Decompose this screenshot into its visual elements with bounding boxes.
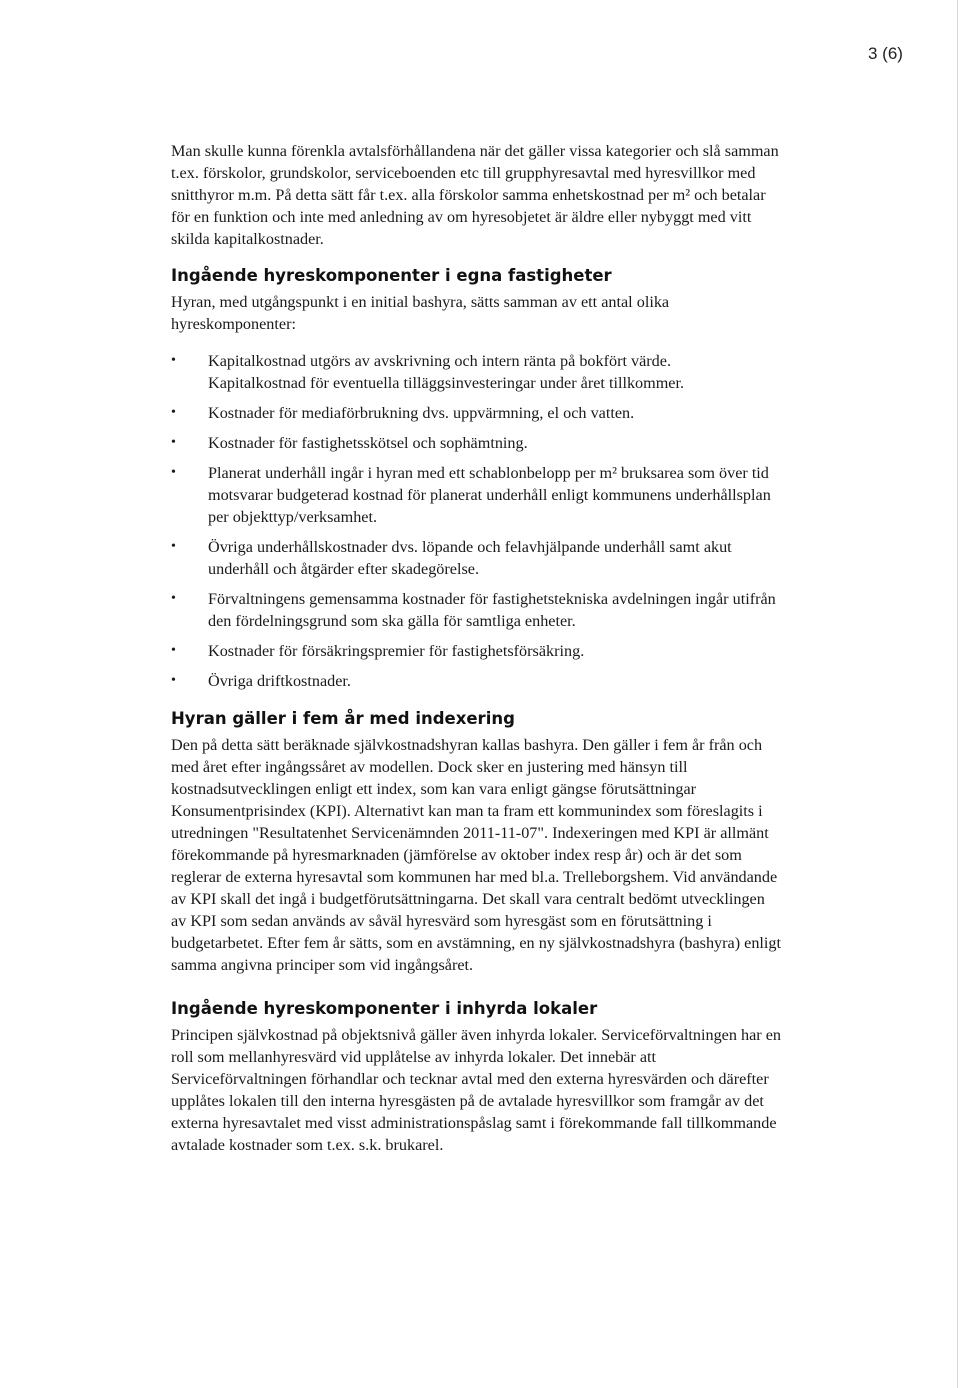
section-heading-indexation: Hyran gäller i fem år med indexering [171,709,515,728]
list-item-text: Kapitalkostnad utgörs av avskrivning och intern ränta på bokfört värde. [208,352,672,370]
list-item-text: Övriga underhållskostnader dvs. löpande och felavhjälpande underhåll samt akut underhåll och åtgärder efter skadegörelse. [208,538,732,578]
rent-components-list [171,350,781,692]
bullet-icon: • [171,353,176,368]
list-item [171,588,781,632]
bullet-icon: • [171,539,176,554]
section-heading-leased-premises: Ingående hyreskomponenter i inhyrda lokaler [171,999,598,1018]
page-edge-line [957,0,958,1388]
list-item-text: Kostnader för fastighetsskötsel och sophämtning. [208,434,528,452]
list-item-text: Kapitalkostnad för eventuella tilläggsinvesteringar under året tillkommer. [208,374,685,392]
list-item-text: Kostnader för mediaförbrukning dvs. uppvärmning, el och vatten. [208,404,635,422]
intro-paragraph: Man skulle kunna förenkla avtalsförhållandena när det gäller vissa kategorier och slå samman t.ex. förskolor, grundskolor, serviceboenden etc till grupphyresavtal med hyresvillkor med snitthyror m.m. På detta sätt får t.ex. alla förskolor samma enhetskostnad per m² och betalar för en funktion och inte med anledning av om hyresobjetet är äldre eller nybyggt med vitt skilda kapitalkostnader. [171,142,779,248]
list-item [171,402,781,424]
page-number: 3 (6) [868,44,903,63]
bullet-icon: • [171,405,176,420]
list-item [171,640,781,662]
bullet-icon: • [171,643,176,658]
list-item-text: Förvaltningens gemensamma kostnader för fastighetstekniska avdelningen ingår utifrån den fördelningsgrund som ska gälla för samtliga enheter. [208,590,776,630]
list-item [171,536,781,580]
list-item [171,350,781,394]
section-heading-own-properties: Ingående hyreskomponenter i egna fastigheter [171,266,612,285]
indexation-paragraph: Den på detta sätt beräknade självkostnadshyran kallas bashyra. Den gäller i fem år från och med året efter ingångssåret av modellen. Dock sker en justering med hänsyn till kostnadsutvecklingen enligt ett index, som kan vara enligt gängse förutsättningar Konsumentprisindex (KPI). Alternativt kan man ta fram ett kommunindex som föreslagits i utredningen "Resultatenhet Servicenämnden 2011-11-07". Indexeringen med KPI är allmänt förekommande på hyresmarknaden (jämförelse av oktober index resp år) och är det som reglerar de externa hyresavtal som kommunen har med bl.a. Trelleborgshem. Vid användande av KPI skall det ingå i budgetförutsättningarna. Det skall vara centralt bedömt utvecklingen av KPI som sedan används av såväl hyresvärd som hyresgäst som en förutsättning i budgetarbetet. Efter fem år sätts, som en avstämning, en ny självkostnadshyra (bashyra) enligt samma angivna principer som vid ingångsåret. [171,736,782,974]
bullet-icon: • [171,435,176,450]
list-item [171,432,781,454]
bullet-icon: • [171,465,176,480]
list-item [171,462,781,528]
document-body [171,140,781,1156]
list-item-text: Kostnader för försäkringspremier för fastighetsförsäkring. [208,642,585,660]
list-item [171,670,781,692]
list-item-text: Planerat underhåll ingår i hyran med ett schablonbelopp per m² bruksarea som över tid motsvarar budgeterad kostnad för planerat underhåll enligt kommunens underhållsplan per objekttyp/verksamhet. [208,464,771,526]
bullet-icon: • [171,673,176,688]
section-lead-paragraph: Hyran, med utgångspunkt i en initial bashyra, sätts samman av ett antal olika hyreskomponenter: [171,293,670,333]
leased-premises-paragraph: Principen självkostnad på objektsnivå gäller även inhyrda lokaler. Serviceförvaltningen har en roll som mellanhyresvärd vid upplåtelse av inhyrda lokaler. Det innebär att Serviceförvaltningen förhandlar och tecknar avtal med den externa hyresvärden och därefter upplåtes lokalen till den interna hyresgästen på de avtalade hyresvillkor som framgår av det externa hyresavtalet med visst administrationspåslag samt i förekommande fall tillkommande avtalade kostnader som t.ex. s.k. brukarel. [171,1026,781,1154]
bullet-icon: • [171,591,176,606]
list-item-text: Övriga driftkostnader. [208,672,351,690]
